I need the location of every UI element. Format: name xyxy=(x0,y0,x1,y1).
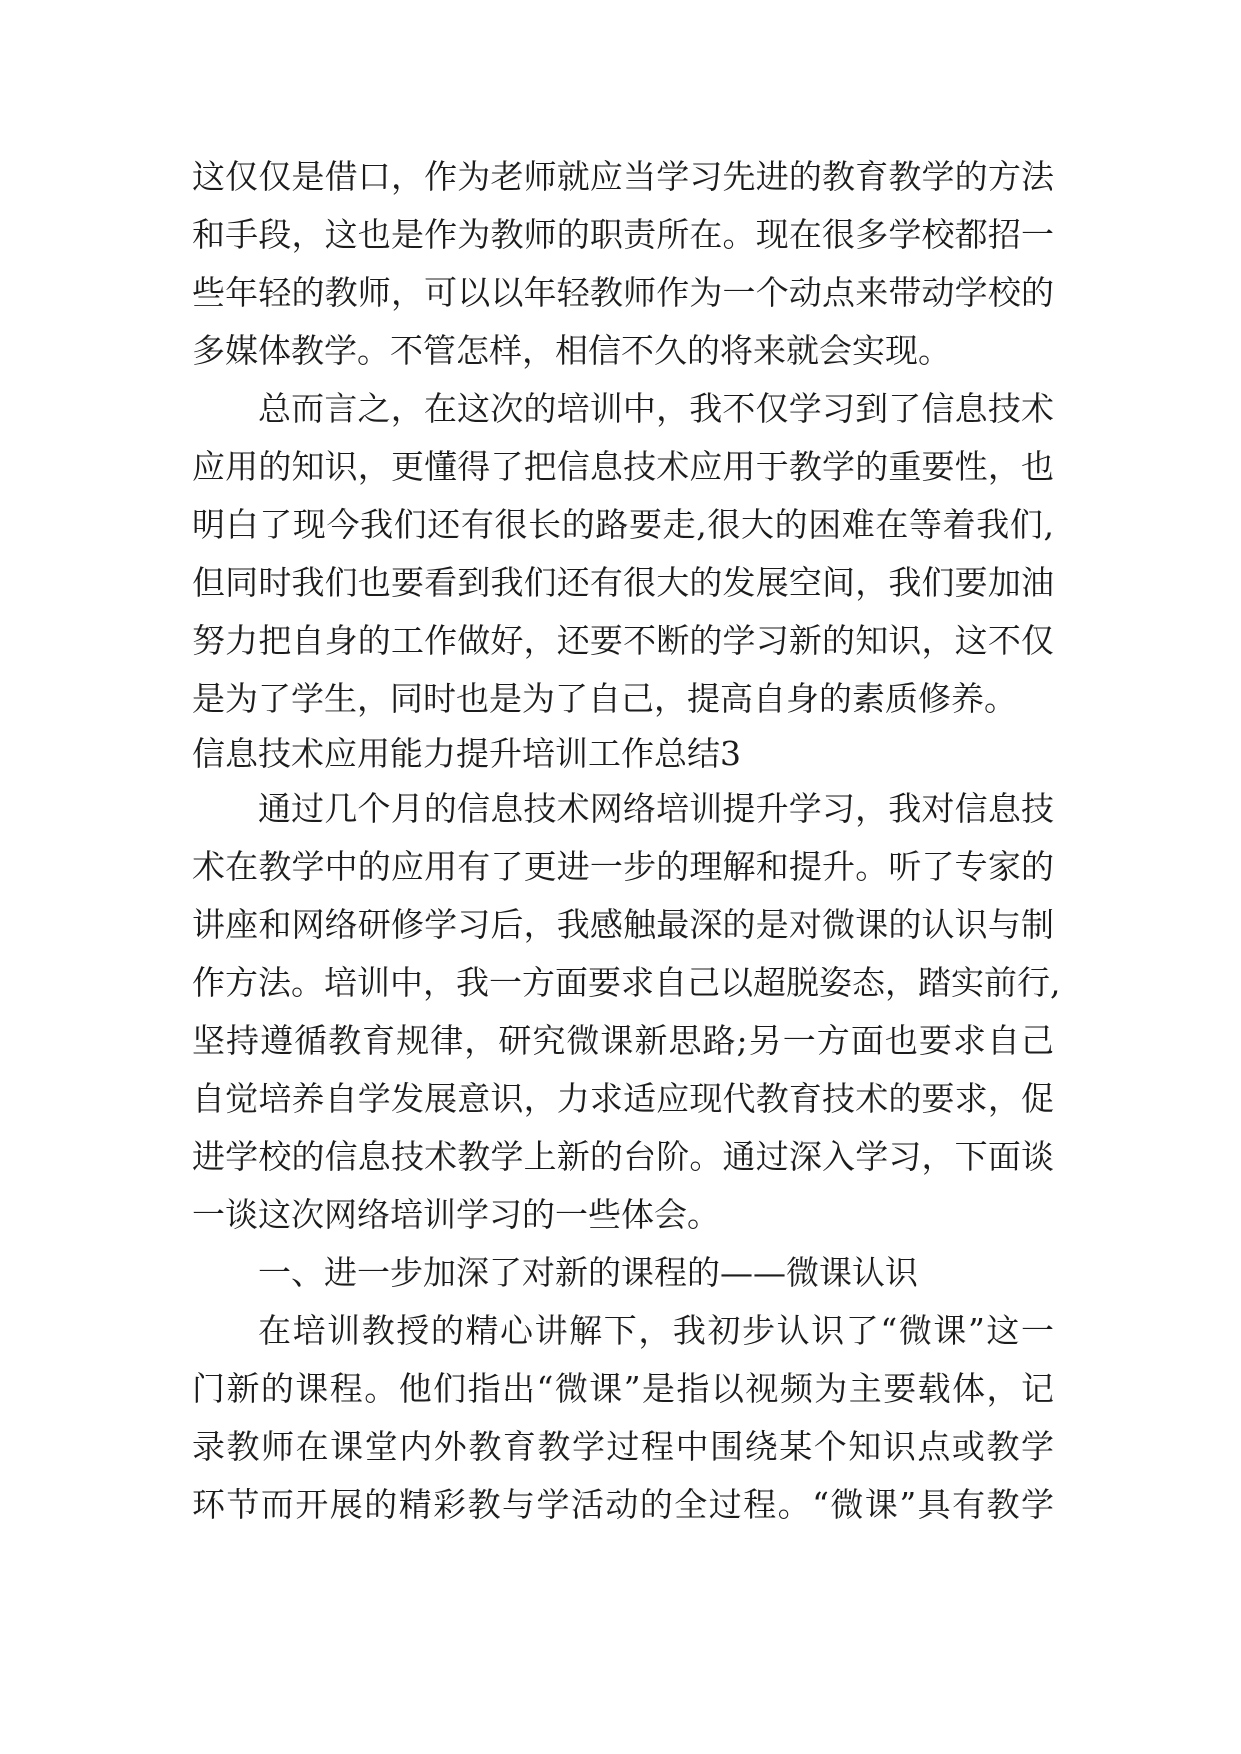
text-line: 讲座和网络研修学习后，我感触最深的是对微课的认识与制 xyxy=(192,905,1054,944)
text-line: 是为了学生，同时也是为了自己，提高自身的素质修养。 xyxy=(192,679,1017,718)
subheading-line: 一、进一步加深了对新的课程的——微课认识 xyxy=(258,1253,918,1292)
section-title: 信息技术应用能力提升培训工作总结3 xyxy=(192,734,741,773)
text-line: 进学校的信息技术教学上新的台阶。通过深入学习，下面谈 xyxy=(192,1137,1054,1176)
text-line: 但同时我们也要看到我们还有很大的发展空间，我们要加油 xyxy=(192,563,1054,602)
text-line: 自觉培养自学发展意识，力求适应现代教育技术的要求，促 xyxy=(192,1079,1054,1118)
paragraph xyxy=(192,780,1061,1244)
text-line: 在培训教授的精心讲解下，我初步认识了“微课”这一 xyxy=(258,1311,1054,1350)
text-line: 多媒体教学。不管怎样，相信不久的将来就会实现。 xyxy=(192,331,951,370)
text-line: 坚持遵循教育规律，研究微课新思路;另一方面也要求自己 xyxy=(192,1021,1054,1060)
text-line: 通过几个月的信息技术网络培训提升学习，我对信息技 xyxy=(258,789,1054,828)
text-line: 些年轻的教师，可以以年轻教师作为一个动点来带动学校的 xyxy=(192,273,1054,312)
text-line: 明白了现今我们还有很长的路要走,很大的困难在等着我们, xyxy=(192,505,1054,544)
text-line: 环节而开展的精彩教与学活动的全过程。“微课”具有教学 xyxy=(192,1485,1054,1524)
text-line: 这仅仅是借口，作为老师就应当学习先进的教育教学的方法 xyxy=(192,157,1054,196)
subheading-paragraph xyxy=(192,1244,1054,1302)
document-body xyxy=(192,148,1061,1534)
paragraph xyxy=(192,148,1054,380)
text-line: 总而言之，在这次的培训中，我不仅学习到了信息技术 xyxy=(258,389,1054,428)
paragraph xyxy=(192,380,1054,728)
text-line: 一谈这次网络培训学习的一些体会。 xyxy=(192,1195,720,1234)
text-line: 努力把自身的工作做好，还要不断的学习新的知识，这不仅 xyxy=(192,621,1054,660)
text-line: 作方法。培训中，我一方面要求自己以超脱姿态，踏实前行, xyxy=(192,963,1061,1002)
text-line: 和手段，这也是作为教师的职责所在。现在很多学校都招一 xyxy=(192,215,1054,254)
text-line: 录教师在课堂内外教育教学过程中围绕某个知识点或教学 xyxy=(192,1427,1054,1466)
text-line: 门新的课程。他们指出“微课”是指以视频为主要载体，记 xyxy=(192,1369,1054,1408)
text-line: 术在教学中的应用有了更进一步的理解和提升。听了专家的 xyxy=(192,847,1054,886)
text-line: 应用的知识，更懂得了把信息技术应用于教学的重要性，也 xyxy=(192,447,1054,486)
paragraph xyxy=(192,1302,1054,1534)
